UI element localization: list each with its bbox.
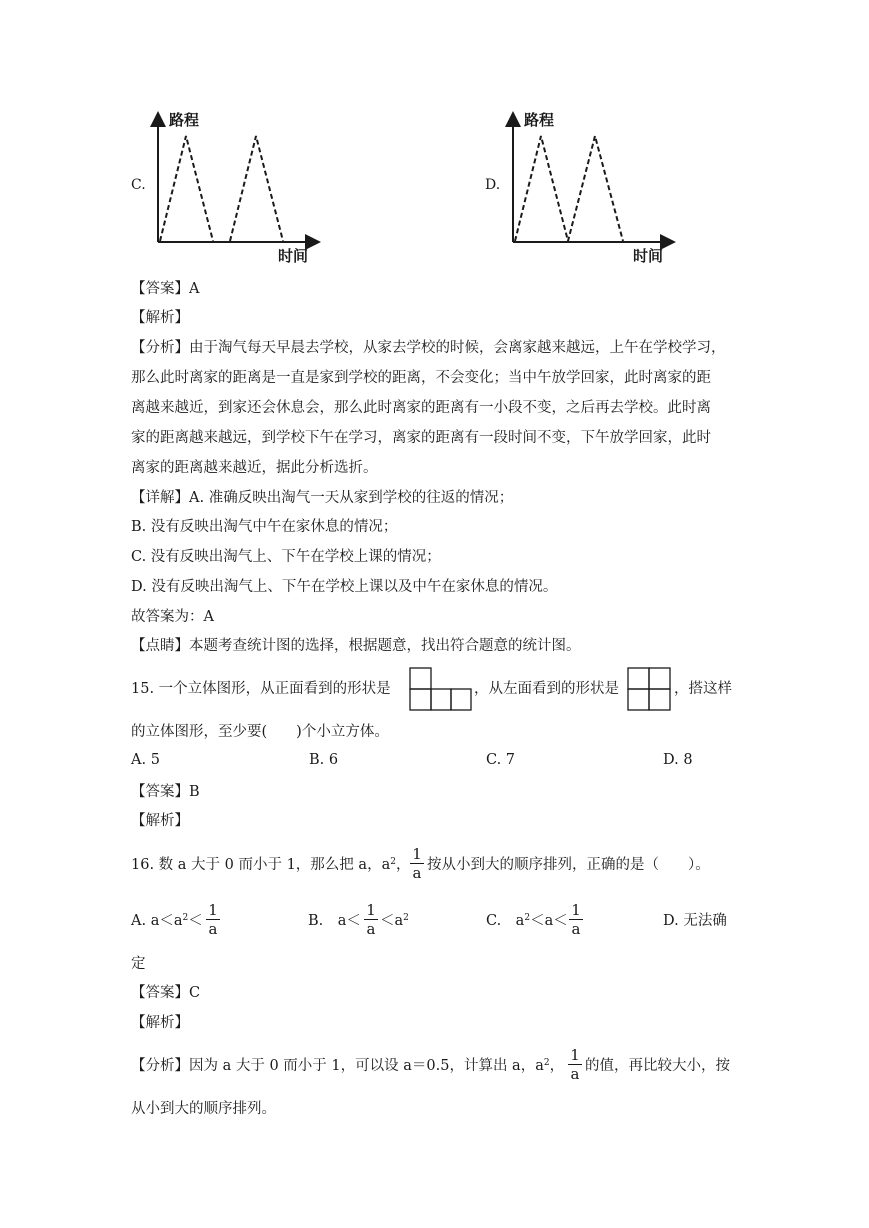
q15-option-c: C. 7 (486, 752, 516, 768)
q16-option-a: A. $a<a^2<$ (131, 913, 203, 929)
graph-c-trip-1 (160, 136, 213, 241)
q14-fenxi-line-3: 离越来越近，到家还会休息会，那么此时离家的距离有一小段不变，之后再去学校。此时离 (131, 400, 711, 416)
q14-answer: 【答案】A (131, 281, 200, 297)
q16-option-c-fraction: $\frac{1}{a}$ (569, 901, 583, 938)
left-view-shape (627, 667, 673, 717)
graph-c-y-label: 路程 (169, 111, 200, 129)
q14-fenxi-line-1: 【分析】由于淘气每天早晨去学校，从家去学校的时候，会离家越来越远，上午在学校学习， (131, 340, 726, 356)
q15-stem-line2: 的立体图形，至少要( )个小立方体。 (131, 724, 389, 740)
distance-time-graph-d (503, 105, 683, 265)
q14-xiangjie-line-2: B. 没有反映出淘气中午在家休息的情况； (131, 519, 398, 535)
graph-c-trip-2 (230, 136, 283, 241)
q16-fenxi-a: 【分析】因为 a 大于 0 而小于 1，可以设 a＝0.5，计算出 a，$a^2$， (131, 1058, 565, 1074)
q14-dianjing: 【点睛】本题考查统计图的选择，根据题意，找出符合题意的统计图。 (131, 638, 581, 654)
graph-d-trips (515, 136, 623, 241)
option-c-label: C. (131, 177, 146, 193)
q16-answer: 【答案】C (131, 985, 201, 1001)
q14-fenxi-line-4: 家的距离越来越远，到学校下午在学习，离家的距离有一段时间不变，下午放学回家，此时 (131, 430, 711, 446)
graph-d-y-label: 路程 (524, 111, 555, 129)
graph-d-x-label: 时间 (633, 247, 664, 265)
q14-xiangjie-line-3: C. 没有反映出淘气上、下午在学校上课的情况； (131, 549, 441, 565)
q15-option-a: A. 5 (131, 752, 160, 768)
q15-stem-part2: ，从左面看到的形状是 (474, 681, 619, 697)
q16-stem-a: 16. 数 a 大于 0 而小于 1，那么把 a，$a^2$， (131, 857, 411, 873)
q15-option-b: B. 6 (309, 752, 339, 768)
q15-analysis-heading: 【解析】 (131, 813, 189, 829)
q16-option-d: D. 无法确 (663, 913, 727, 929)
graph-c-x-label: 时间 (278, 247, 309, 265)
q16-analysis-heading: 【解析】 (131, 1015, 189, 1031)
q16-option-c-prefix: C. $a^2<a<$ (486, 913, 568, 929)
q16-option-b-prefix: B. a＜ (308, 913, 361, 929)
q16-fraction-one-over-a: $\frac{1}{a}$ (410, 845, 424, 882)
q16-option-b-fraction: $\frac{1}{a}$ (364, 901, 378, 938)
q15-stem-part3: ，搭这样 (674, 681, 732, 697)
q14-final-answer: 故答案为：A (131, 609, 214, 625)
q16-option-b-suffix: $<a^2$ (380, 913, 409, 929)
q15-option-d: D. 8 (663, 752, 693, 768)
q14-xiangjie-line-4: D. 没有反映出淘气上、下午在学校上课以及中午在家休息的情况。 (131, 579, 558, 595)
q16-fenxi-line-2: 从小到大的顺序排列。 (131, 1101, 276, 1117)
distance-time-graph-c (148, 105, 328, 265)
q16-option-a-fraction: $\frac{1}{a}$ (206, 901, 220, 938)
q14-xiangjie-line-1: 【详解】A. 准确反映出淘气一天从家到学校的往返的情况； (131, 490, 514, 506)
option-d-label: D. (485, 177, 501, 193)
q15-answer: 【答案】B (131, 784, 200, 800)
q14-fenxi-line-5: 离家的距离越来越近，据此分析选折。 (131, 460, 378, 476)
q16-option-d-continuation: 定 (131, 956, 146, 972)
q16-fenxi-b: 的值，再比较大小，按 (585, 1058, 730, 1074)
front-view-shape (409, 667, 473, 717)
q14-analysis-heading: 【解析】 (131, 310, 189, 326)
q16-fenxi-fraction: $\frac{1}{a}$ (568, 1046, 582, 1083)
q15-stem-part1: 15. 一个立体图形，从正面看到的形状是 (131, 681, 391, 697)
q14-fenxi-line-2: 那么此时离家的距离是一直是家到学校的距离，不会变化；当中午放学回家，此时离家的距 (131, 370, 711, 386)
q16-stem-b: 按从小到大的顺序排列，正确的是（ ）。 (427, 857, 710, 873)
